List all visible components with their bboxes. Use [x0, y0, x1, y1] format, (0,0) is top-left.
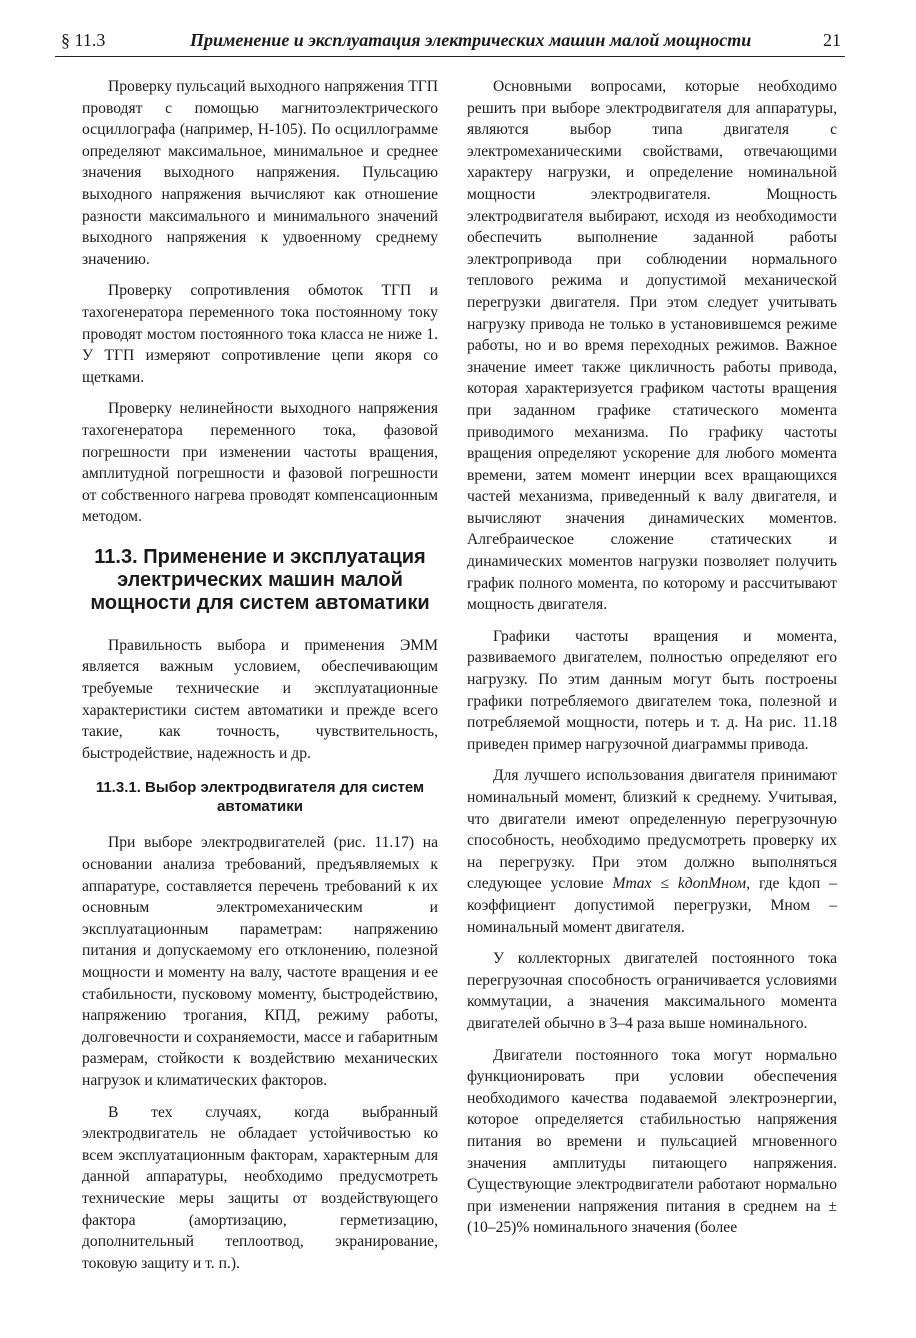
running-header — [55, 26, 845, 57]
paragraph-nonlinearity-check: Проверку нелинейности выходного напряжения тахогенератора переменного тока, фазовой погрешности при изменении частоты вращения, амплитудной погрешности и фазовой погрешности от собственного нагрева проводят компенсационным методом. — [82, 400, 438, 526]
page-number: 21 — [823, 30, 841, 50]
left-column — [82, 76, 438, 1284]
right-column — [467, 76, 837, 1249]
paragraph-protection-measures: В тех случаях, когда выбранный электродвигатель не обладает устойчивостью ко всем эксплуатационным факторам, характерным для данной аппаратуры, необходимо предусмотреть технические меры защиты от воздействующего фактора (амортизацию, герметизацию, дополнительный теплоотвод, экранирование, токовую защиту и т. п.). — [82, 1103, 438, 1272]
overload-text-a: Для лучшего использования двигателя принимают номинальный момент, близкий к среднему. Учитывая, что двигатели имеют определенную перегрузочную способность, необходимо предусмотреть проверку их на перегрузку. При этом должно выполняться следующее условие — [467, 767, 837, 893]
paragraph-selection-importance: Правильность выбора и применения ЭММ является важным условием, обеспечивающим требуемые технические и эксплуатационные характеристики систем автоматики и прежде всего такие, как точность, чувствительность, быстродействие, надежность и др. — [82, 636, 438, 762]
paragraph-load-graphs: Графики частоты вращения и момента, развиваемого двигателем, полностью определяют его нагрузку. По этим данным могут быть построены графики потребляемого двигателем тока, полезной и потребляемой мощности, потерь и т. д. На рис. 11.18 приведен пример нагрузочной диаграммы привода. — [467, 627, 837, 753]
overload-text-b: где kдоп – коэффициент допустимой перегрузки, Mном – номинальный момент двигателя. — [467, 875, 837, 936]
subsection-heading: 11.3.1. Выбор электродвигателя для систем автоматики — [95, 779, 425, 816]
paragraph-collector-motors: У коллекторных двигателей постоянного тока перегрузочная способность ограничивается условиями коммутации, а значения максимального момента двигателей обычно в 3–4 раза выше номинального. — [467, 950, 837, 1032]
running-title: Применение и эксплуатация электрических машин малой мощности — [190, 30, 752, 50]
paragraph-motor-selection: При выборе электродвигателей (рис. 11.17) на основании анализа требований, предъявляемых к аппаратуре, составляется перечень требований к их основным электромеханическим и эксплуатационным параметрам: напряжению питания и допускаемому его отклонению, полезной мощности и моменту на валу, частоте вращения и ее стабильности, пусковому моменту, быстродействию, напряжению трогания, КПД, режиму работы, долговечности и сохраняемости, массе и габаритным размерам, стойкости к воздействию механических нагрузок и климатических факторов. — [82, 834, 438, 1089]
paragraph-overload-check — [467, 765, 837, 938]
section-heading: 11.3. Применение и эксплуатация электрических машин малой мощности для систем автоматики — [90, 545, 430, 614]
paragraph-ripple-check: Проверку пульсаций выходного напряжения ТГП проводят с помощью магнитоэлектрического осциллографа (например, Н-105). По осциллограмме определяют максимальное, минимальное и среднее значения выходного напряжения. Пульсацию выходного напряжения вычисляют как отношение разности максимального и минимального значений выходного напряжения к удвоенному среднему значению. — [82, 78, 438, 268]
paragraph-main-questions: Основными вопросами, которые необходимо решить при выборе электродвигателя для аппаратуры, являются выбор типа двигателя с электромеханическими свойствами, отвечающими характеру нагрузки, и определение номинальной мощности электродвигателя. Мощность электродвигателя выбирают, исходя из необходимости обеспечить выполнение заданной работы электропривода при соблюдении нормального теплового режима и допустимой механической перегрузки двигателя. При этом следует учитывать нагрузку привода не только в установившемся режиме работы, но и во время переходных режимов. Важное значение имеет также цикличность работы привода, которая характеризуется графиком частоты вращения при заданном графике статического момента приводимого механизма. По графику частоты вращения определяют ускорение для любого момента времени, затем момент инерции всех вращающихся частей механизма, приведенный к валу двигателя, и вычисляют значения динамических моментов. Алгебраическое сложение статических и динамических моментов нагрузки позволяет получить график полного момента, по которому и рассчитывают мощность двигателя. — [467, 78, 837, 614]
paragraph-dc-motor-supply: Двигатели постоянного тока могут нормально функционировать при условии обеспечения необходимого качества подаваемой электроэнергии, которое определяется стабильностью напряжения питания во времени и пульсацией мгновенного значения амплитуды питающего напряжения. Существующие электродвигатели работают нормально при изменении напряжения питания в среднем на ±(10–25)% номинального значения (более — [467, 1046, 837, 1237]
overload-formula: Mmax ≤ kдопMном, — [612, 875, 751, 893]
section-number: § 11.3 — [61, 30, 106, 50]
paragraph-resistance-check: Проверку сопротивления обмоток ТГП и тахогенератора переменного тока постоянному току проводят мостом постоянного тока класса не ниже 1. У ТГП измеряют сопротивление цепи якоря со щетками. — [82, 282, 438, 386]
